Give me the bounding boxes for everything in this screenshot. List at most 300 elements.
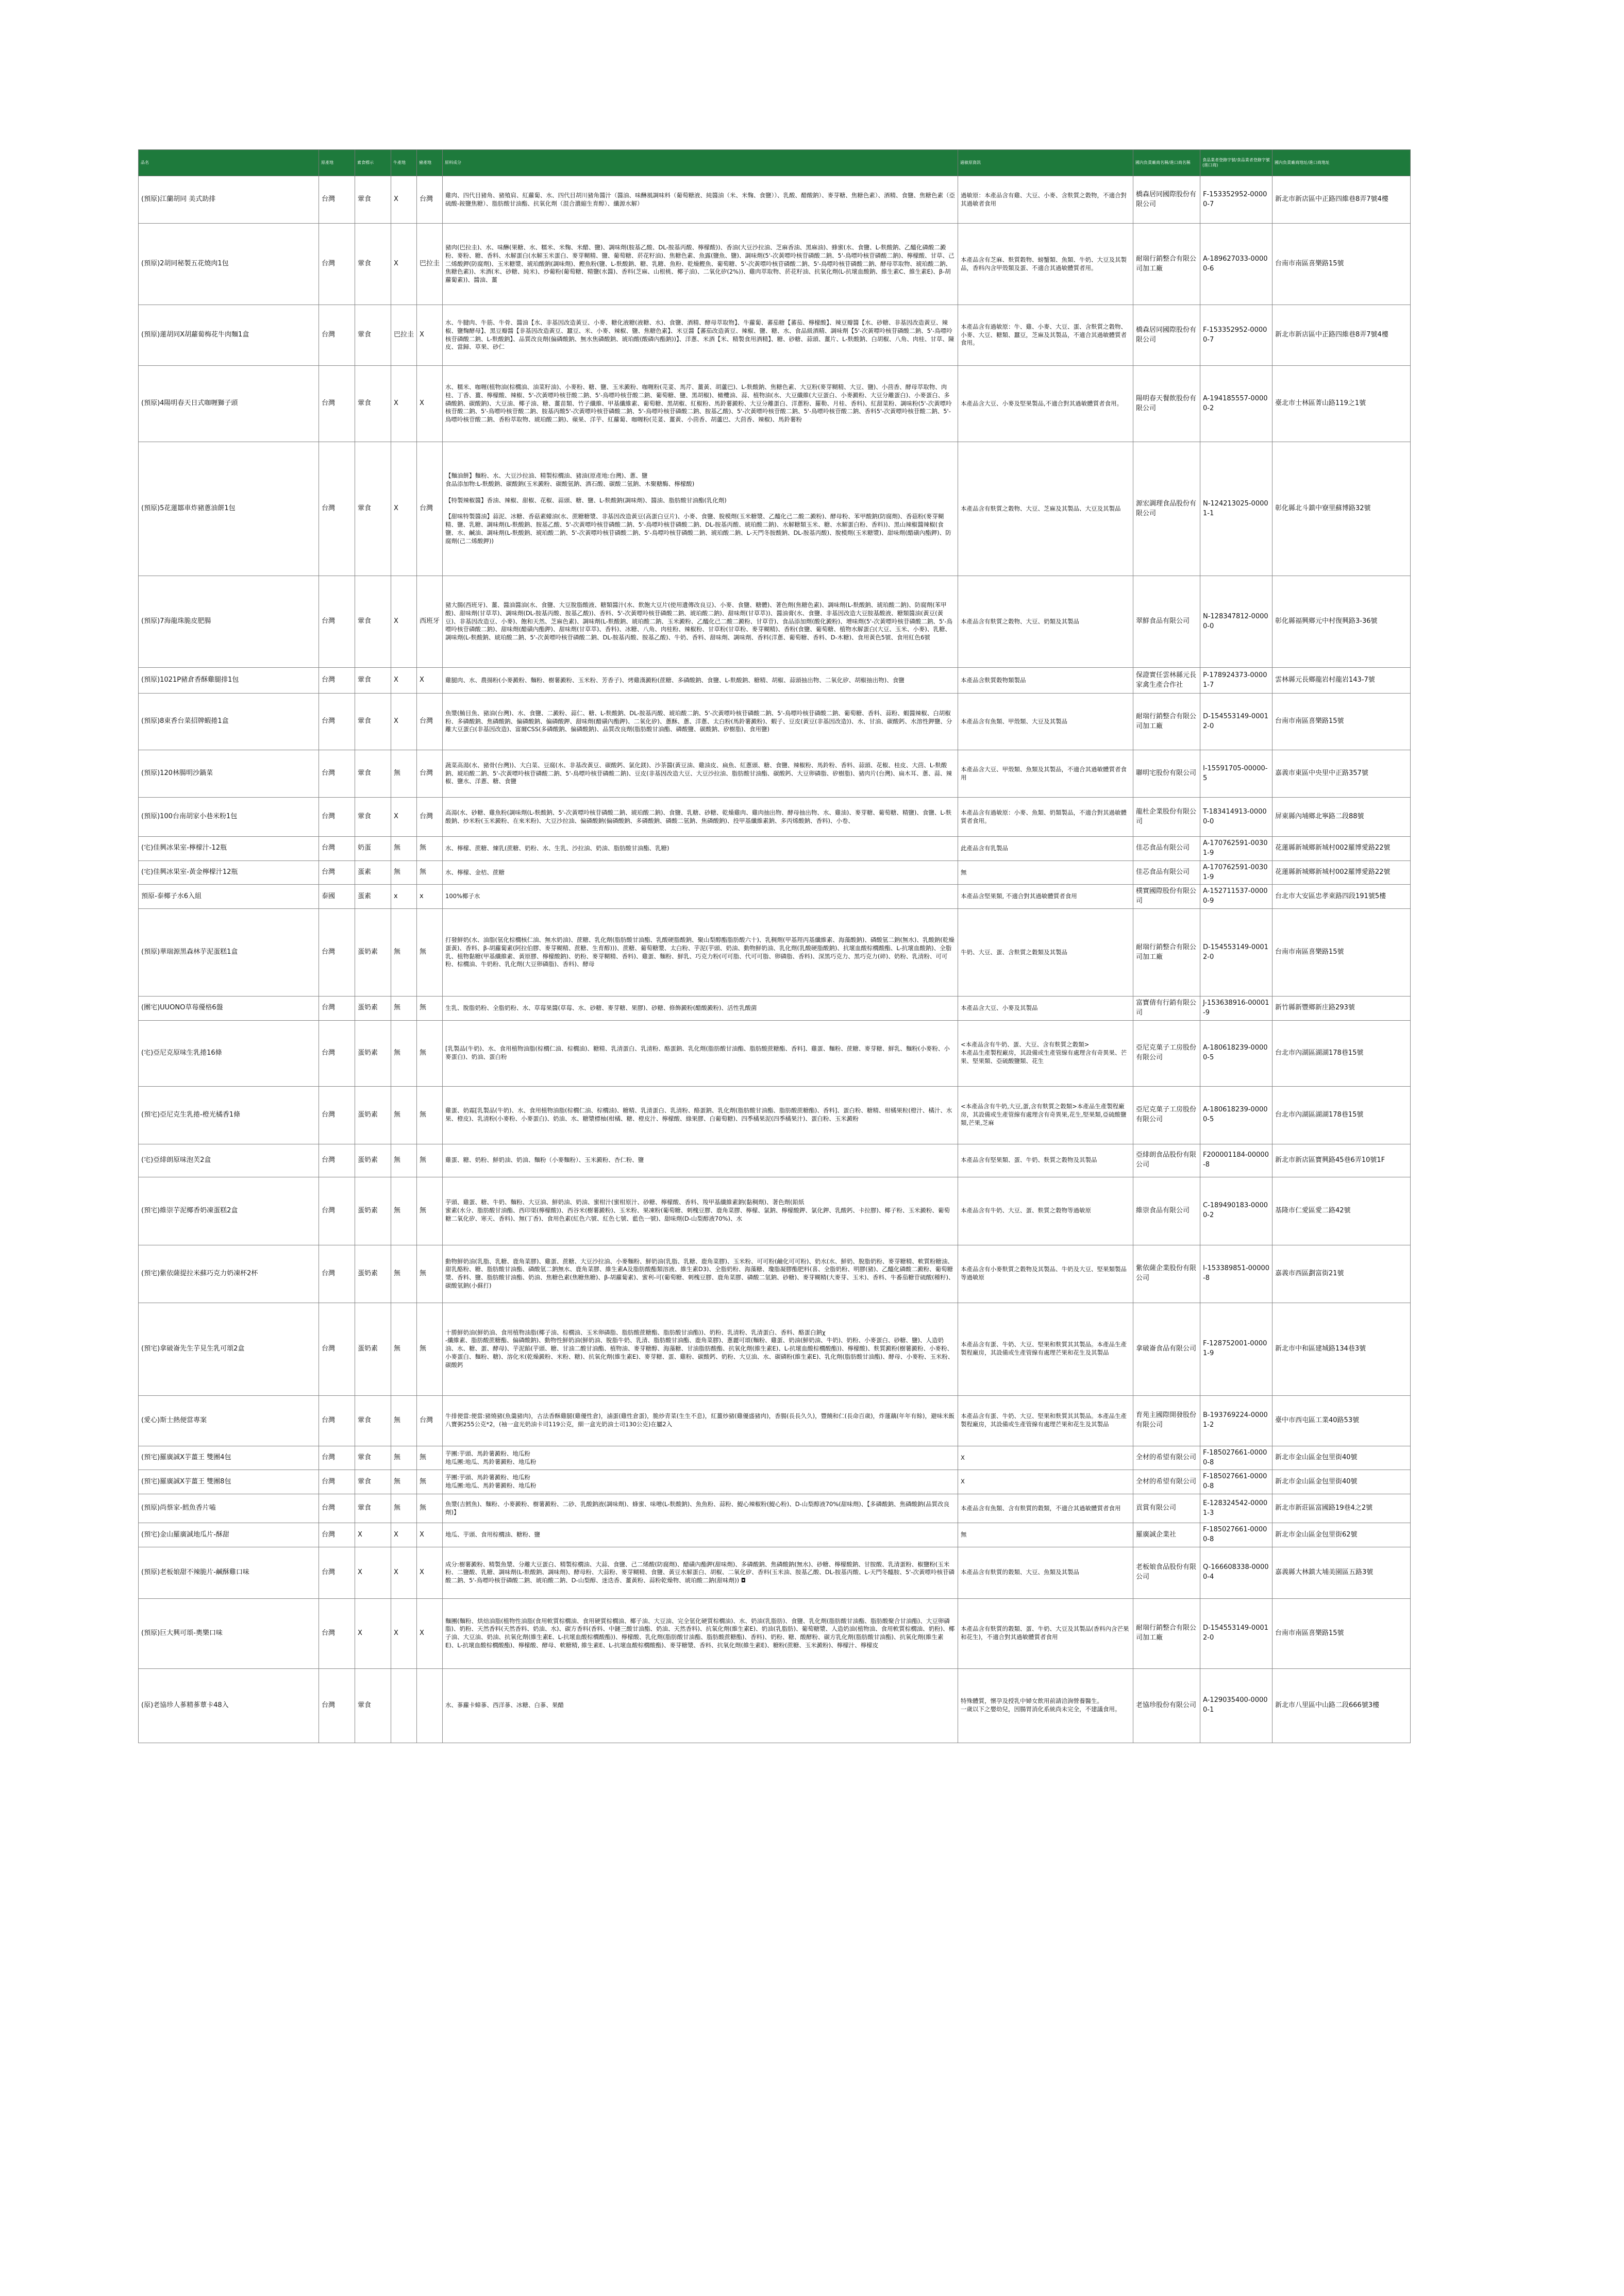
- cell-pork-origin: 台灣: [417, 694, 443, 750]
- cell-responsible-company: 陽明春天餐飲股份有限公司: [1133, 366, 1200, 442]
- cell-beef-origin: 無: [391, 1395, 417, 1446]
- cell-responsible-company: 耐瑞行銷整合有限公司加工廠: [1133, 224, 1200, 305]
- header-responsible-company: 國內負責廠商名稱/進口商名稱: [1133, 150, 1200, 176]
- cell-pork-origin: 無: [417, 997, 443, 1021]
- cell-company-address: 彰化縣福興鄉元中村復興路3-36號: [1273, 576, 1411, 668]
- cell-company-address: 基隆市仁愛區愛二路42號: [1273, 1177, 1411, 1245]
- cell-registration-number: B-193769224-00001-2: [1200, 1395, 1273, 1446]
- cell-pork-origin: X: [417, 1598, 443, 1668]
- cell-ingredients: 蔬菜高湯(水、豬骨(台灣))、大白菜、豆腐(水、非基改黃豆、碳酸鈣、氯化鎂)、沙茶醬(黃豆油、雞油皮、扁魚、紅蔥頭、糖、食鹽、辣椒粉、馬鈴粉、香料、蒜頭、花椒、桂皮、大茴、L-麩酸鈉、琥珀酸二鈉、5'-次黃嘌呤核苷磷酸二鈉、5'-鳥嘌呤核苷磷酸二鈉)、豆皮(非基因改造大豆、大豆沙拉油、脂肪酸甘油酯、碳酸鈣、大豆卵磷脂、矽樹脂)、豬肉片(台灣)、扁木耳、蔥、蒜、辣椒、鹽水、洋蔥、糖、食鹽: [443, 750, 958, 798]
- cell-beef-origin: 無: [391, 997, 417, 1021]
- cell-registration-number: F-185027661-00000-8: [1200, 1446, 1273, 1470]
- table-body: [139, 176, 1411, 1743]
- cell-beef-origin: 無: [391, 1446, 417, 1470]
- cell-product-name: (預原)8東香台菜招牌蝦捲1盒: [139, 694, 319, 750]
- table-row: [139, 1547, 1411, 1598]
- cell-company-address: 台南市南區喜樂路15號: [1273, 909, 1411, 997]
- cell-responsible-company: 耐瑞行銷整合有限公司加工廠: [1133, 909, 1200, 997]
- cell-company-address: 嘉義市東區中央里中正路357號: [1273, 750, 1411, 798]
- cell-ingredients: 芋頭、雞蛋、糖、牛奶、麵粉、大豆油、鮮奶油、奶油、蜜柑汁(蜜柑原汁、砂糖、檸檬酸、香料、羧甲基纖維素鈉(黏稠劑)、著色劑(鉛紙 蜜素(水分、脂肪酸甘油酯、西印渠(檸檬酸))、西谷米(樹薯澱粉)、玉米粉、果凍粉(葡萄糖、刺槐豆膠、鹿角菜膠、檸檬、氯鈉、檸檬酸鉀、氯化鉀、乳酸鈣、卡拉膠)、椰子粉、玉米澱粉、葡萄糖二氧化矽、寒天、香料)、無(丁香)、食用色素(紅色六號、紅色七號、藍色一號)、甜味劑(D-山梨醇液70%)、水: [443, 1177, 958, 1245]
- cell-beef-origin: X: [391, 668, 417, 694]
- cell-registration-number: A-152711537-00000-9: [1200, 885, 1273, 909]
- cell-allergen-info: 過敏原：本產品含有雞、大豆、小麥、含麩質之穀物，不適合對其過敏者食用: [958, 176, 1133, 224]
- cell-product-name: (預原)5花蓮鄒車炸豬蔥油餅1包: [139, 442, 319, 576]
- header-company-address: 國內負責廠商地址/進口商地址: [1273, 150, 1411, 176]
- cell-ingredients: 水、檸檬、金桔、蔗糖: [443, 860, 958, 885]
- table-row: [139, 1494, 1411, 1523]
- cell-company-address: 屏東縣內埔鄉北寧路二段88號: [1273, 798, 1411, 837]
- cell-origin: 台灣: [319, 837, 355, 861]
- table-row: [139, 305, 1411, 366]
- cell-pork-origin: 台灣: [417, 1395, 443, 1446]
- cell-ingredients: 雞肉、四代目豬角、豬殖肩、紅蘿蔔、水、四代目胡川豬角醬汁（醬油、味醂風調味料（葡萄糖液、純醬油（米、米麴、食鹽））、乳酸、醋酸鈉）、麥芽糖、焦糖色素）、酒精、食鹽、焦糖色素（亞硫酸-銨鹽焦糖）、脂肪酸甘油酯、抗氧化劑（混合濃縮生育醇）、纖源水解）: [443, 176, 958, 224]
- cell-ingredients: 高湯(水、砂糖、雞魚粉(調味劑(L-麩酸鈉、5'-次黃嘌呤核苷磷酸二鈉、琥珀酸二鈉)、食鹽、乳糖、砂糖、乾燥雞肉、雞肉抽出物、酵母抽出物、水、雞油)、麥芽糖、葡萄糖、精鹽)、食鹽、L-麩酸鈉、炒米粉(玉米澱粉、在來米粉)、大豆沙拉油、偏磷酸鈉(偏磷酸鈉、多磷酸鈉、磷酸二氫鈉、焦磷酸鈉)、投甲基纖維素鈉、多丙烯酸鈉、香料)、小卷、: [443, 798, 958, 837]
- cell-origin: 泰國: [319, 885, 355, 909]
- cell-product-name: (預原)尚蔡家-鱈魚香片嗑: [139, 1494, 319, 1523]
- cell-ingredients: 水、檸檬、蔗糖、煉乳(蔗糖、奶粉、水、生乳、沙拉油、奶油、脂肪酸甘油酯、乳糖): [443, 837, 958, 861]
- cell-pork-origin: 台灣: [417, 442, 443, 576]
- cell-allergen-info: 本產品含有麩質的穀類、大豆、魚類及其製品: [958, 1547, 1133, 1598]
- cell-ingredients: 麵團(麵粉、烘焙油脂(植物性油脂(食用軟質棕櫚油、食用硬質棕櫚油、椰子油、大豆油、完全氫化硬質棕櫚油)、水、奶油(乳脂肪)、食鹽、乳化劑(脂肪酸甘油酯、脂肪酸聚合甘油酯)、大豆卵磷脂)、奶粉、天然香料(天然香料、奶油、水)、碳方香料(香料、中鏈三酸甘油酯、奶油、天然香料)、抗氧化劑(維生素E)、奶油(乳脂肪)、葡萄糖漿、人造奶油(植物油、食用軟質棕櫚油、奶粉)、椰子油、大豆油、奶油、抗氧化劑(維生素E、L-抗壞血酸棕櫚酸酯))、檸檬酸、乳化劑(脂肪酸甘油酯、脂肪酸蔗糖酯)、香料)、奶粉、糖、酸酵粉、碳方乳化劑(脂肪酸甘油酯)、抗氧化劑(維生素E)、L-抗壞血酸棕櫚酸酯)、檸檬酸、酵母、軟糖精, 維生素E、L-抗壞血酸棕櫚酸酯)、麥芽糖漿、香料、抗氧化劑(維生素E)、糖粉(蔗糖、玉米澱粉)、檸檬汁、檸檬皮: [443, 1598, 958, 1668]
- cell-origin: 台灣: [319, 442, 355, 576]
- cell-responsible-company: 源宏調理食品股份有限公司: [1133, 442, 1200, 576]
- cell-registration-number: F-128752001-00001-9: [1200, 1303, 1273, 1395]
- cell-vegetarian-label: 蛋奶素: [355, 1086, 391, 1144]
- cell-pork-origin: 無: [417, 1470, 443, 1494]
- table-row: [139, 1245, 1411, 1303]
- cell-vegetarian-label: X: [355, 1598, 391, 1668]
- cell-registration-number: A-189627033-00000-6: [1200, 224, 1273, 305]
- cell-vegetarian-label: 蛋奶素: [355, 997, 391, 1021]
- table-row: [139, 1144, 1411, 1177]
- cell-product-name: (預原)100台南胡家小巷米粉1包: [139, 798, 319, 837]
- cell-allergen-info: 無: [958, 1523, 1133, 1547]
- cell-beef-origin: 無: [391, 1303, 417, 1395]
- cell-responsible-company: 拿破崙食品有限公司: [1133, 1303, 1200, 1395]
- cell-beef-origin: 無: [391, 1470, 417, 1494]
- cell-allergen-info: 本產品含有過敏原：牛、雞、小麥、大豆、蛋、含麩質之穀物、小麥、大豆、糖類、蠶豆，芝麻及其製品，不適合其過敏體質者食用。: [958, 305, 1133, 366]
- cell-registration-number: A-170762591-00301-9: [1200, 837, 1273, 861]
- cell-ingredients: 豬肉(巴拉圭)、水、味醂(果糖、水、糯米、米麴、米醋、鹽)、調味劑(胺基乙酸、DL-胺基丙酸、檸檬酸))、香油(大豆沙拉油、芝麻香油、黑麻油)、蜂蜜(水、食鹽、L-麩酸鈉、乙醯化磷酸二澱粉、麥粉、糖、香料、水解蛋白(水解玉米蛋白、麥芽糊精、鹽、葡萄糖、菸花籽油)、焦糖色素、魚露(鹽魚、鹽)、調味劑(5'-次黃嘌呤核苷磷酸二鈉、5'-鳥嘌呤核苷磷酸二鈉)、檸檬酸、甘草、己二烯酸鉀(防腐劑)、玉米糖漿、琥珀酸鈉(調味劑)、鰹魚粉(鹽、L-麩酸鈉、糖、乳糖、魚粉、乾燥鰹魚、葡萄糖、5'-次黃嘌呤核苷磷酸二鈉、5'-鳥嘌呤核苷磷酸二鈉、酵母萃取物、琥珀酸二鈉、焦糖色素))、米酒(米、砂糖、純米)、炒葡粉(葡萄糖、精鹽(水醬)、香料(芝麻、山根桃、椰子油)、二氧化矽(2%))、雞肉萃取物、菸花籽油、抗氧化劑(L-抗壞血酸鈉、維生素C、維生素E)、β-胡蘿蔔素))、醬油、薑: [443, 224, 958, 305]
- cell-ingredients: 動物鮮奶油(乳脂、乳糖、鹿角菜膠)、雞蛋、蔗糖、大豆沙拉油、小麥麵粉、鮮奶油(乳脂、乳糖、鹿角菜膠)、玉米粉、可可粉(鹼化可可粉)、奶水(水、鮮奶、脫脂奶粉、麥芽糖精、軟質粉糖油、甜乳酪粉、糖、脂肪酸甘油酯、磷酸氫二鈉無水、鹿角菜膠、維生素A及脂肪酸酯類溶液、維生素D3)、全脂奶粉、海藻糖、瓊脂凝膠酯肥料(喜、全脂奶粉、明膠(豬)、乙醯化磷酸二澱粉、葡萄糖漿、香料、鹽、脂肪酸甘油酯、奶油、焦糖色素(焦糖焦糖)、β-胡蘿蔔素)、蜜利-可(葡萄糖、刺槐豆膠、鹿角菜膠、磷酸二氫鈉、砂糖)、麥芽糊精(大麥芽、玉米)、香料、牛番茄糖苷硫酸(種籽)、碳酸氫鈉(小蘇打): [443, 1245, 958, 1303]
- cell-allergen-info: 本產品含有小麥麩質之穀物及其製品、牛奶及大豆、堅果類製品等過敏原: [958, 1245, 1133, 1303]
- table-row: [139, 997, 1411, 1021]
- table-row: [139, 694, 1411, 750]
- cell-ingredients: 成分:樹薯澱粉、精製魚漿、分離大豆蛋白、精製棕櫚油、大蒜、食鹽、己二烯酸(防腐劑)、醋磺內酯鉀(甜味劑)、多磷酸鈉、焦磷酸鈉(無水)、砂糖、檸檬酸鈉、甘胺酸、乳清蛋粉、椒鹽粉(玉米粉、二鹽酸、乳糖、調味劑(L-麩酸鈉、調味劑)、酵母粉、大蒜粉、麥芽糊精、食鹽、黃豆水解蛋白、胡椒、二氧化矽、香料(玉米油、胺基乙酸、DL-胺基丙酸、L-天門冬醯胺、5'-次黃嘌呤核苷磷酸二鈉、5'-鳥嘌呤核苷磷酸二鈉、琥珀酸二鈉、D-山梨醇、迷迭香、薑黃粉、蒜粉乾燥物、琥珀酸二鈉(甜味劑)) ◘: [443, 1547, 958, 1598]
- cell-vegetarian-label: 葷食: [355, 798, 391, 837]
- cell-origin: 台灣: [319, 305, 355, 366]
- cell-responsible-company: 橋森居同國際股份有限公司: [1133, 176, 1200, 224]
- cell-pork-origin: X: [417, 366, 443, 442]
- cell-pork-origin: 台灣: [417, 750, 443, 798]
- cell-pork-origin: 無: [417, 1020, 443, 1086]
- table-row: [139, 1395, 1411, 1446]
- cell-registration-number: J-153638916-00001-9: [1200, 997, 1273, 1021]
- table-row: [139, 1668, 1411, 1743]
- cell-pork-origin: X: [417, 305, 443, 366]
- cell-ingredients: [乳製品(牛奶)、水、食用植物油脂(棕櫚仁油、棕櫚油)、糖精、乳清蛋白、乳清粉、酪蛋鈉、乳化劑(脂肪酸甘油酯、脂肪酸蔗糖酯、香料]、雞蛋、麵粉、蔗糖、麥芽糖、鮮乳、麵粉(小麥粉、小麥蛋白)、奶油、蛋白粉: [443, 1020, 958, 1086]
- cell-beef-origin: 無: [391, 1144, 417, 1177]
- cell-ingredients: 十勝鮮奶油(鮮奶油、食用植物油脂(椰子油、棕櫚油、玉米卵磷脂、脂肪酸蔗糖酯、脂肪酸甘油酯))、奶粉、乳清粉、乳清蛋白、香料、酪蛋白鈉χ -纖維素、脂肪酸蔗糖酯、偏磷酸鈉)、動物性鮮奶油(鮮奶油、脫脂牛奶、乳清、脂肪酸甘油酯、鹿角菜膠)、蔥麗可頌(麵粉、雞蛋、奶油(鮮奶油、牛奶)、奶粉、小麥蛋白、砂糖、鹽)、人造奶油、水、糖、蛋、酵母)、芋泥餡(芋頭、糖、甘油二酸甘油酯、植物油、麥芽糖醇、海藻糖、甘油脂肪酸酯、抗氧化劑(維生素E)、L-抗壞血酸棕櫚酸酯))、檸檬酸)、麩質澱粉(樹薯澱粉、小麥粉、小麥蛋白、麵粉、糖)、溶化米(乾燥澱粉、米粉、糖)、抗氧化劑(維生素E)、麥芽糖、蛋、雞粉、碳酸鈣、奶粉、大豆油、水、碳磷粉(維生素E)、乳化劑(脂肪酸甘油酯)、酵母、小麥粉、玉米粉、碳酸鈣: [443, 1303, 958, 1395]
- cell-allergen-info: <本產品含有牛奶,大豆,蛋,含有麩質之穀類>本產品生產製程廠房，其設備或生產管線有處理含有奇異果,花生,堅果類,亞硫酸鹽類,芒果,芝麻: [958, 1086, 1133, 1144]
- table-row: [139, 1446, 1411, 1470]
- cell-registration-number: A-180618239-00000-5: [1200, 1020, 1273, 1086]
- ingredient-table: [138, 149, 1411, 1743]
- cell-responsible-company: 維崇食品有限公司: [1133, 1177, 1200, 1245]
- cell-registration-number: I-153389851-00000-8: [1200, 1245, 1273, 1303]
- table-row: [139, 1470, 1411, 1494]
- cell-pork-origin: X: [417, 1547, 443, 1598]
- cell-product-name: (預原)1021P豬倉香酥雞腿排1包: [139, 668, 319, 694]
- cell-allergen-info: 本產品含有蛋、牛奶、大豆、堅果和麩質其其製品。本產品生產製程廠房，其設備或生產管線有處理芒果和花生及其製品: [958, 1303, 1133, 1395]
- header-allergen-info: 過敏原資訊: [958, 150, 1133, 176]
- cell-allergen-info: 特殊體質，懷孕及授乳中婦女飲用前請洽詢營養醫生。 一歲以下之嬰幼兒，因腸胃消化系統尚未完全，不建議食用。: [958, 1668, 1133, 1743]
- cell-beef-origin: X: [391, 442, 417, 576]
- cell-product-name: (預原)7海龍珠脆皮肥腸: [139, 576, 319, 668]
- cell-origin: 台灣: [319, 1494, 355, 1523]
- cell-responsible-company: 保證實任雲林縣元長家禽生產合作社: [1133, 668, 1200, 694]
- cell-pork-origin: 無: [417, 860, 443, 885]
- cell-registration-number: N-124213025-00001-1: [1200, 442, 1273, 576]
- cell-beef-origin: 無: [391, 837, 417, 861]
- cell-product-name: (原)老協珍人蔘精蔘蕈卡48入: [139, 1668, 319, 1743]
- cell-registration-number: A-180618239-00000-5: [1200, 1086, 1273, 1144]
- cell-product-name: (宅)佳興冰果室-黃金檸檬汁12瓶: [139, 860, 319, 885]
- cell-allergen-info: 本產品含大豆、甲殼類、魚類及其製品，不適合其過敏體質者食用: [958, 750, 1133, 798]
- cell-pork-origin: 西班牙: [417, 576, 443, 668]
- cell-vegetarian-label: X: [355, 1523, 391, 1547]
- table-row: [139, 224, 1411, 305]
- cell-ingredients: 豬大腸(西班牙)、薑、醬油醬油(水、食鹽、大豆脫脂酸液、糖類醬汁(水、飲飽大豆片(使用遺傳改良豆)、小麥、食鹽、糖體)、著色劑(焦糖色素)、調味劑(L-麩酸鈉、琥珀酸二鈉)、防腐劑(苯甲酸)、甜味劑(甘草萃)、調味劑(DL-胺基丙酸、胺基乙酸))、香料、5'-次黃嘌呤核苷磷酸二鈉、琥珀酸二鈉)、甜味劑(甘草萃))、醬油膏(水、食鹽、非基因改造大豆胺基酸液、糖類醬油(黃豆(黃豆)、非基因改造豆、小麥)、飽和天然、芝麻色素)、調味劑(L-麩酸鈉、琥珀酸二鈉、玉米澱粉、乙醯化己二酸二澱粉、甘草苷)、食品添加劑(酸化澱粉)、增味劑(5'-次黃嘌呤核苷磷酸二鈉、5'-鳥嘌呤核苷磷酸二鈉)、甜味劑(醋磺內酯鉀)、甜味劑(甘草萃)、香料)、冰糖、八角、肉桂粉、辣椒粉、甘草粉(甘草粉、麥芽糊精)、香粉(食鹽、葡萄糖、植物水解蛋白(大豆、玉米、小麥)、乳糖、調味劑(L-麩酸鈉、琥珀酸二鈉、5'-次黃嘌呤核苷磷酸二鈉、DL-胺基丙酸、胺基乙酸)、牛奶、香料、甜味劑、調味劑、香料(洋蔥、葡萄糖、香料、D-木糖)、食用黃色5號、食用紅色6號: [443, 576, 958, 668]
- header-product-name: 品名: [139, 150, 319, 176]
- cell-allergen-info: 本產品含有魚類、甲殼類、大豆及其製品: [958, 694, 1133, 750]
- cell-responsible-company: 龍杜企業股份有限公司: [1133, 798, 1200, 837]
- cell-ingredients: 芋團:芋頭、馬鈴薯澱粉、地瓜粉 地瓜團:地瓜、馬鈴薯澱粉、地瓜粉: [443, 1446, 958, 1470]
- cell-vegetarian-label: 葷食: [355, 1470, 391, 1494]
- header-vegetarian-label: 素食標示: [355, 150, 391, 176]
- cell-allergen-info: 本產品含有芝麻、麩質穀物、螃蟹類、魚類、牛奶、大豆及其製品，香料內含甲殼類及蛋、不適合其過敏體質者用。: [958, 224, 1133, 305]
- cell-ingredients: 100%椰子水: [443, 885, 958, 909]
- cell-product-name: (預原)老板娘甜不辣脆片-鹹酥雞口味: [139, 1547, 319, 1598]
- cell-registration-number: N-128347812-00000-0: [1200, 576, 1273, 668]
- cell-origin: 台灣: [319, 668, 355, 694]
- cell-registration-number: Q-166608338-00000-4: [1200, 1547, 1273, 1598]
- cell-vegetarian-label: 蛋奶素: [355, 1177, 391, 1245]
- cell-beef-origin: X: [391, 1523, 417, 1547]
- cell-pork-origin: 無: [417, 1446, 443, 1470]
- cell-company-address: 新北市新莊區富國路19巷4之2號: [1273, 1494, 1411, 1523]
- header-ingredients: 原料成分: [443, 150, 958, 176]
- cell-ingredients: 雞腿肉、水、農揚粉(小麥澱粉、麵粉、樹薯澱粉、玉米粉、芳香子)、烤雞漢澱粉(蔗糖、多磷酸鈉、食鹽、L-麩酸鈉、糖精、胡椒、蒜頭抽出物、二氧化矽、胡椒抽出物)、食鹽: [443, 668, 958, 694]
- cell-beef-origin: [391, 1668, 417, 1743]
- cell-registration-number: F200001184-00000-8: [1200, 1144, 1273, 1177]
- cell-registration-number: A-129035400-00000-1: [1200, 1668, 1273, 1743]
- cell-vegetarian-label: 葷食: [355, 668, 391, 694]
- cell-vegetarian-label: X: [355, 1547, 391, 1598]
- header-row: [139, 150, 1411, 176]
- cell-allergen-info: 本產品含有麩質的穀類、蛋、牛奶、大豆及其製品(香料內含芒果和花生)，不適合對其過敏體質者食用: [958, 1598, 1133, 1668]
- cell-company-address: 台南市南區喜樂路15號: [1273, 694, 1411, 750]
- cell-ingredients: 打發鮮奶(水、油脂(氫化棕櫚核仁油、無水奶油)、蔗糖、乳化劑(脂肪酸甘油酯、乳酸硬脂酸鈉、聚山梨醇酯脂肪酸六十)、乳稠劑(甲基羥丙基纖維素、海藻酸鈉)、磷酸氫二鈉(無水)、乳酸鈉(乾燥蛋黃)、香料、β-胡蘿蔔素(阿拉伯膠、麥芽糊精、蔗糖、生育醇)))、蔗糖、葡萄糖漿、太白粉、芋泥(芋頭、奶油、動物鮮奶油、乳化劑(乳酸硬脂酸鈉)、抗壞血酸棕櫚酸酯、L-抗壞血酸鈉)、全脂乳、植物黏糖(甲基纖維素、黃原膠、檸檬酸鈉)、奶粉、麥芽糊精、香料)、雞蛋、麵粉、鮮乳、巧克力粉(可可脂、代可可脂、卵磷脂、香料)、深黑巧克力、黑巧克力(碎)、奶粉、乳清粉、可可粉、棕櫚油、牛奶粉、乳化劑(大豆卵磷脂)、香料)、酵母: [443, 909, 958, 997]
- cell-vegetarian-label: 葷食: [355, 1395, 391, 1446]
- cell-vegetarian-label: 葷食: [355, 176, 391, 224]
- cell-product-name: (預宅)拿破崙先生芋見生乳可頌2盒: [139, 1303, 319, 1395]
- table-row: [139, 176, 1411, 224]
- cell-registration-number: F-185027661-00000-8: [1200, 1523, 1273, 1547]
- cell-origin: 台灣: [319, 1446, 355, 1470]
- cell-vegetarian-label: 葷食: [355, 1668, 391, 1743]
- cell-responsible-company: 樸實國際股份有限公司: [1133, 885, 1200, 909]
- cell-pork-origin: X: [417, 668, 443, 694]
- cell-registration-number: F-153352952-00000-7: [1200, 305, 1273, 366]
- cell-company-address: 新北市新店區中正路四維巷8弄7號4樓: [1273, 176, 1411, 224]
- cell-registration-number: C-189490183-00000-2: [1200, 1177, 1273, 1245]
- cell-allergen-info: 本產品含堅果類, 不適合對其過敏體質者食用: [958, 885, 1133, 909]
- cell-product-name: (預原)巨大興可頌-奧樂口味: [139, 1598, 319, 1668]
- cell-registration-number: A-170762591-00301-9: [1200, 860, 1273, 885]
- cell-origin: 台灣: [319, 224, 355, 305]
- cell-registration-number: F-153352952-00000-7: [1200, 176, 1273, 224]
- cell-vegetarian-label: 蛋奶素: [355, 1144, 391, 1177]
- cell-product-name: 預原-泰椰子水6入組: [139, 885, 319, 909]
- cell-company-address: 新竹縣新豐鄉新庄路293號: [1273, 997, 1411, 1021]
- table-row: [139, 885, 1411, 909]
- cell-product-name: (預宅)紫依薩提拉米蘇巧克力奶凍杯2杯: [139, 1245, 319, 1303]
- cell-vegetarian-label: 葷食: [355, 750, 391, 798]
- cell-origin: 台灣: [319, 1086, 355, 1144]
- table-row: [139, 798, 1411, 837]
- cell-company-address: 台北市內湖區湖湖178巷15號: [1273, 1086, 1411, 1144]
- cell-vegetarian-label: 葷食: [355, 1446, 391, 1470]
- cell-product-name: (預宅)維崇芋泥椰香奶凍蛋糕2盒: [139, 1177, 319, 1245]
- cell-responsible-company: 老協珍股份有限公司: [1133, 1668, 1200, 1743]
- cell-vegetarian-label: 蛋奶素: [355, 909, 391, 997]
- cell-origin: 台灣: [319, 1598, 355, 1668]
- cell-product-name: (愛心)斯士熱便當專案: [139, 1395, 319, 1446]
- table-row: [139, 442, 1411, 576]
- cell-origin: 台灣: [319, 860, 355, 885]
- cell-allergen-info: 無: [958, 860, 1133, 885]
- cell-responsible-company: 聯明宅股份有限公司: [1133, 750, 1200, 798]
- cell-company-address: 雲林縣元長鄉龍岩村龍岩143-7號: [1273, 668, 1411, 694]
- table-row: [139, 1020, 1411, 1086]
- cell-beef-origin: X: [391, 176, 417, 224]
- cell-origin: 台灣: [319, 798, 355, 837]
- cell-allergen-info: 本產品含大豆、小麥及堅果製品,不適合對其過敏體質者食用。: [958, 366, 1133, 442]
- table-row: [139, 750, 1411, 798]
- cell-ingredients: 牛排便當:便當:豬燒豬(魚羹豬肉)，古法香酥雞腿(雞優性倉)，滷蛋(雞性倉蛋)，脆炒青菜(生生不息)，紅薑炒豬(雞優盛豬肉)，香腸(長長久久)，豐饒和仁(長命百歲)，炸蓮藕(年年有餘)，避味米飯八寶粥255公克*2，(袖一盒光奶油卡司119公克，細一盒光奶油士司130公克)在屬2入: [443, 1395, 958, 1446]
- cell-beef-origin: 巴拉圭: [391, 305, 417, 366]
- cell-product-name: (宅)佳興冰果室-檸檬汁-12瓶: [139, 837, 319, 861]
- cell-product-name: (預宅)羅廣誠X芋薑王 雙團4包: [139, 1446, 319, 1470]
- cell-responsible-company: 亞緋朗食品股份有限公司: [1133, 1144, 1200, 1177]
- cell-product-name: (宅)亞緋朗原味泡芙2盒: [139, 1144, 319, 1177]
- table-row: [139, 837, 1411, 861]
- cell-ingredients: 水、糯米、咖喱(植物油(棕櫚油、油菜籽油)、小麥粉、糖、鹽、玉米澱粉、咖喱粉(芫荽、馬芹、薑黃、胡蘆巴)、L-麩酸鈉、焦糖色素、大豆粉(麥芽糊精、大豆、鹽)、小茴香、酵母萃取物、肉桂、丁香、薑、檸檬酸、辣椒、5'-次黃嘌呤核苷酸二鈉、5'-鳥嘌呤核苷酸二鈉、葡萄糖、鹽、黑胡椒)、橄欖油、蒜、植物油(水、大豆纖維(大豆蛋白、小麥澱粉、大豆分離蛋白)、小麥蛋白、多磷酸鈉、碳酸鈉)、大豆油、椰子油、糖、薑苗類、竹子纖維、甲基纖維素、葡萄糖、黑胡椒、紅椒粉、馬鈴薯澱粉、大豆分離蛋白、洋蔥粉、羅勒、月桂、香料)、紅甜菜粉、調味粉(5'-次黃嘌呤核苷酸二鈉、5'-鳥嘌呤核苷酸二鈉、胺基丙酸5'-次黃嘌呤核苷磷酸二鈉、5'-鳥嘌呤核苷磷酸二鈉、胺基乙酸)、5'-次黃嘌呤核苷酸二鈉、5'-鳥嘌呤核苷酸二鈉、香料5'-次黃嘌呤核苷酸二鈉、5'-鳥嘌呤核苷酸二鈉、香粉萃取物、琥珀酸二鈉)、蘋果、洋芋、紅蘿蔔、咖喱粉(芫荽、薑黃、小茴香、胡蘆巴、大茴香、辣椒)、馬鈴薯粉: [443, 366, 958, 442]
- cell-allergen-info: 本產品含有麩質之穀物、大豆、芝麻及其製品、大豆及其製品: [958, 442, 1133, 576]
- cell-beef-origin: 無: [391, 1494, 417, 1523]
- cell-allergen-info: 本產品含有堅果類、蛋、牛奶、麩質之穀物及其製品: [958, 1144, 1133, 1177]
- cell-allergen-info: X: [958, 1446, 1133, 1470]
- cell-vegetarian-label: 葷食: [355, 576, 391, 668]
- cell-origin: 台灣: [319, 1144, 355, 1177]
- cell-responsible-company: 亞尼克菓子工房股份有限公司: [1133, 1086, 1200, 1144]
- cell-pork-origin: 巴拉圭: [417, 224, 443, 305]
- cell-pork-origin: 台灣: [417, 176, 443, 224]
- cell-pork-origin: 無: [417, 1245, 443, 1303]
- cell-vegetarian-label: 蛋奶素: [355, 1245, 391, 1303]
- cell-vegetarian-label: 葷食: [355, 442, 391, 576]
- cell-pork-origin: 無: [417, 909, 443, 997]
- table-row: [139, 366, 1411, 442]
- table-row: [139, 576, 1411, 668]
- cell-pork-origin: 無: [417, 837, 443, 861]
- cell-beef-origin: X: [391, 1598, 417, 1668]
- cell-company-address: 新北市新店區中正路四維巷8弄7號4樓: [1273, 305, 1411, 366]
- cell-allergen-info: 此產品含有乳製品: [958, 837, 1133, 861]
- cell-company-address: 花蓮縣新城鄉新城村002羅博愛路22號: [1273, 837, 1411, 861]
- cell-allergen-info: 本產品含有麩質之穀物、大豆、奶類及其製品: [958, 576, 1133, 668]
- cell-vegetarian-label: 蛋素: [355, 860, 391, 885]
- cell-beef-origin: X: [391, 798, 417, 837]
- cell-pork-origin: 台灣: [417, 798, 443, 837]
- table-row: [139, 1523, 1411, 1547]
- cell-registration-number: D-154553149-00012-0: [1200, 909, 1273, 997]
- cell-product-name: (預原)江蘭胡同 美式助排: [139, 176, 319, 224]
- cell-ingredients: 生乳、脫脂奶粉、全脂奶粉、水、草莓果醬(草莓、水、砂糖、麥芽糖、果膠)、砂糖、修飾澱粉(醋酸澱粉)、活性乳酸菌: [443, 997, 958, 1021]
- cell-vegetarian-label: 蛋奶素: [355, 1020, 391, 1086]
- cell-beef-origin: 無: [391, 1020, 417, 1086]
- cell-company-address: 嘉義縣大林鎮大埔美園區五路3號: [1273, 1547, 1411, 1598]
- cell-beef-origin: 無: [391, 1177, 417, 1245]
- cell-responsible-company: 佳芯食品有限公司: [1133, 860, 1200, 885]
- cell-registration-number: E-128324542-00001-3: [1200, 1494, 1273, 1523]
- cell-pork-origin: 無: [417, 1494, 443, 1523]
- cell-pork-origin: x: [417, 885, 443, 909]
- cell-allergen-info: 本產品含有魚類、含有麩質的穀類，不適合其過敏體質者食用: [958, 1494, 1133, 1523]
- cell-company-address: 新北市八里區中山路二段666號3樓: [1273, 1668, 1411, 1743]
- cell-ingredients: 魚漿(鮪目魚、豬油(台灣)、水、食鹽、二澱粉、蒜仁、糖、L-麩酸鈉、DL-胺基丙酸、琥珀酸二鈉、5'-次黃嘌呤核苷磷酸二鈉、5'-鳥嘌呤核苷磷酸二鈉、葡萄糖、香料、蒜粉、蝦醬辣椒、白胡椒粉、多磷酸鈉、焦磷酸鈉、偏磷酸鈉、偏磷酸鉀、甜味劑(醋磺內酯鉀)、二氧化矽)、蔥酥、蔥、洋蔥、太白粉(馬鈴薯澱粉)、蝦子、豆皮(黃豆(非基因改造))、水、甘油、碳酸鈣、水溶性鉀鹽、分離大豆蛋白(非基因改造)、富爾CSS(多磷酸鈉、偏磷酸鈉)、品質改良劑(脂肪酸甘油酯、磷酸鹽、碳酸鈉、矽樹脂)、食用鹽): [443, 694, 958, 750]
- cell-company-address: 台北市內湖區湖湖178巷15號: [1273, 1020, 1411, 1086]
- cell-product-name: (預原)4陽明春天日式咖喱獅子頭: [139, 366, 319, 442]
- cell-responsible-company: 佳芯食品有限公司: [1133, 837, 1200, 861]
- cell-ingredients: 地瓜、芋頭、食用棕櫚油、糖粉、鹽: [443, 1523, 958, 1547]
- cell-company-address: 新北市中和區建城路134巷3號: [1273, 1303, 1411, 1395]
- cell-vegetarian-label: 葷食: [355, 1494, 391, 1523]
- table-row: [139, 1177, 1411, 1245]
- cell-beef-origin: 無: [391, 860, 417, 885]
- table-row: [139, 1086, 1411, 1144]
- cell-product-name: (預原)120林腸明沙鍋菜: [139, 750, 319, 798]
- cell-origin: 台灣: [319, 1177, 355, 1245]
- cell-allergen-info: X: [958, 1470, 1133, 1494]
- cell-company-address: 新北市金山區金包里街40號: [1273, 1446, 1411, 1470]
- cell-beef-origin: 無: [391, 1245, 417, 1303]
- cell-origin: 台灣: [319, 1395, 355, 1446]
- cell-origin: 台灣: [319, 366, 355, 442]
- cell-registration-number: T-183414913-00000-0: [1200, 798, 1273, 837]
- cell-pork-origin: [417, 1668, 443, 1743]
- cell-allergen-info: 本產品含麩質穀物類製品: [958, 668, 1133, 694]
- cell-vegetarian-label: 葷食: [355, 694, 391, 750]
- cell-pork-origin: 無: [417, 1177, 443, 1245]
- cell-product-name: (宅)亞尼克原味生乳捲16條: [139, 1020, 319, 1086]
- cell-registration-number: F-185027661-00000-8: [1200, 1470, 1273, 1494]
- cell-allergen-info: 本產品含有蛋、牛奶、大豆、堅果和麩質其其製品。本產品生產製程廠房，其設備或生產管線有處理芒果和花生及其製品: [958, 1395, 1133, 1446]
- cell-responsible-company: 全材的希望有限公司: [1133, 1446, 1200, 1470]
- product-ingredient-sheet: [138, 149, 1410, 1743]
- cell-responsible-company: 育苑主國際開發股份有限公司: [1133, 1395, 1200, 1446]
- cell-ingredients: 雞蛋、奶霜[乳製品(牛奶)、水、食用植物油脂(棕櫚仁油、棕櫚油)、糖精、乳清蛋白、乳清粉、酪蛋鈉、乳化劑(脂肪酸甘油酯、脂肪酸蔗糖酯)、香料]、蛋白粉、糖精、柑橘果粒(橙汁、橘汁、水果、橙皮)、乳清粉(小麥粉、小麥蛋白)、奶油、水、糖漿標柚(柑橘、糖、橙皮汁、檸檬酸、綠果膠、白葡萄糖)、四季橘果泥(四季橘果汁)、蛋白粉、玉米澱粉: [443, 1086, 958, 1144]
- cell-responsible-company: 耐瑞行銷整合有限公司加工廠: [1133, 1598, 1200, 1668]
- cell-responsible-company: 紫依薩企業股份有限公司: [1133, 1245, 1200, 1303]
- cell-company-address: 臺北市士林區菁山路119之1號: [1273, 366, 1411, 442]
- cell-vegetarian-label: 蛋素: [355, 885, 391, 909]
- cell-beef-origin: 無: [391, 909, 417, 997]
- cell-vegetarian-label: 葷食: [355, 305, 391, 366]
- cell-origin: 台灣: [319, 997, 355, 1021]
- cell-responsible-company: 翠鮮食品有限公司: [1133, 576, 1200, 668]
- table-row: [139, 909, 1411, 997]
- cell-allergen-info: <本產品含有牛奶、蛋、大豆、含有麩質之穀類> 本產品生產製程廠房，其設備或生產管線有處理含有奇異果、芒果、堅果類、亞硫酸鹽類、花生: [958, 1020, 1133, 1086]
- cell-ingredients: 魚漿(吉鱈魚)、麵粉、小麥澱粉、樹薯澱粉、二砂、乳酸鈉液(調味劑)、蜂蜜、味噌(L-麩酸鈉)、魚魚粉、蒜粉、鯷心辣椒粉(鯷心粉)、D-山梨醇液70%(甜味劑)、【多磷酸鈉、焦磷酸鈉(品質改良劑)】: [443, 1494, 958, 1523]
- cell-responsible-company: 富寶倩有行銷有限公司: [1133, 997, 1200, 1021]
- cell-registration-number: D-154553149-00012-0: [1200, 694, 1273, 750]
- cell-pork-origin: 無: [417, 1086, 443, 1144]
- cell-responsible-company: 全材的希望有限公司: [1133, 1470, 1200, 1494]
- cell-beef-origin: X: [391, 576, 417, 668]
- cell-company-address: 嘉義市西區劃富街21號: [1273, 1245, 1411, 1303]
- cell-vegetarian-label: 奶蛋: [355, 837, 391, 861]
- cell-beef-origin: X: [391, 694, 417, 750]
- cell-company-address: 新北市金山區金包里街40號: [1273, 1470, 1411, 1494]
- cell-ingredients: 水、牛腱肉、牛筋、牛骨、醬油【水、非基因改造黃豆、小麥、糖化液糖(液糖、水)、食鹽、酒精、酵母萃取物】、牛蘿蔔、蕃茄糖【蕃茄、檸檬酸】、辣豆瓣醬【水、砂糖、非基因改造黃豆、辣椒、鹽麴酵母】、黑豆瓣醬【非基因改造黃豆、蠶豆、米、小麥、辣椒、鹽、焦糖色素】、米豆醬【蕃茄改造黃豆、辣椒、鹽、糖、水、食品級酒精、調味劑【5'-次黃嘌呤核苷磷酸二鈉、5'-鳥嘌呤核苷磷酸二鈉、L-麩酸鈉】、品質改良劑(偏磷酸鈉、無水焦磷酸鈉、琥珀酸(酸磷內酯鈉))】、洋蔥、米酒【米、精製食用酒精】、糖、砂糖、蒜頭、薑片、L-麩酸鈉、白胡椒、八角、肉桂、甘草、陳皮、當歸、草果、砂仁: [443, 305, 958, 366]
- cell-allergen-info: 本產品含有牛奶、大豆、蛋、麩質之穀物等過敏原: [958, 1177, 1133, 1245]
- cell-origin: 台灣: [319, 1470, 355, 1494]
- cell-pork-origin: X: [417, 1523, 443, 1547]
- cell-responsible-company: 貢賞有限公司: [1133, 1494, 1200, 1523]
- cell-company-address: 台南市南區喜樂路15號: [1273, 1598, 1411, 1668]
- cell-allergen-info: 本產品含大豆、小麥及其製品: [958, 997, 1133, 1021]
- cell-product-name: (團宅)UUONO草莓優格6盤: [139, 997, 319, 1021]
- table-header: [139, 150, 1411, 176]
- cell-registration-number: A-194185557-00000-2: [1200, 366, 1273, 442]
- cell-company-address: 台北市大安區忠孝東路四段191號5樓: [1273, 885, 1411, 909]
- cell-origin: 台灣: [319, 576, 355, 668]
- cell-product-name: (預宅)亞尼克生乳捲-橙光橘香1條: [139, 1086, 319, 1144]
- cell-company-address: 新北市新店區寶興路45巷6弄10號1F: [1273, 1144, 1411, 1177]
- table-row: [139, 1598, 1411, 1668]
- cell-ingredients: 水、蔘蘿卡蟑蔘、西洋蔘、冰糖、白蔘、果醋: [443, 1668, 958, 1743]
- cell-beef-origin: 無: [391, 1086, 417, 1144]
- cell-beef-origin: X: [391, 224, 417, 305]
- cell-origin: 台灣: [319, 1020, 355, 1086]
- cell-beef-origin: x: [391, 885, 417, 909]
- cell-vegetarian-label: 葷食: [355, 366, 391, 442]
- cell-company-address: 臺中市西屯區工業40路53號: [1273, 1395, 1411, 1446]
- cell-beef-origin: X: [391, 366, 417, 442]
- cell-ingredients: 芋團:芋頭、馬鈴薯澱粉、地瓜粉 地瓜團:地瓜、馬鈴薯澱粉、地瓜粉: [443, 1470, 958, 1494]
- cell-registration-number: I-15591705-00000-5: [1200, 750, 1273, 798]
- cell-company-address: 彰化縣北斗鎮中寮里蘇博路32號: [1273, 442, 1411, 576]
- cell-company-address: 台南市南區喜樂路15號: [1273, 224, 1411, 305]
- table-row: [139, 668, 1411, 694]
- cell-company-address: 新北市金山區金包里街62號: [1273, 1523, 1411, 1547]
- cell-responsible-company: 亞尼克菓子工房股份有限公司: [1133, 1020, 1200, 1086]
- cell-origin: 台灣: [319, 1523, 355, 1547]
- cell-responsible-company: 橋森居同國際股份有限公司: [1133, 305, 1200, 366]
- header-origin: 原產地: [319, 150, 355, 176]
